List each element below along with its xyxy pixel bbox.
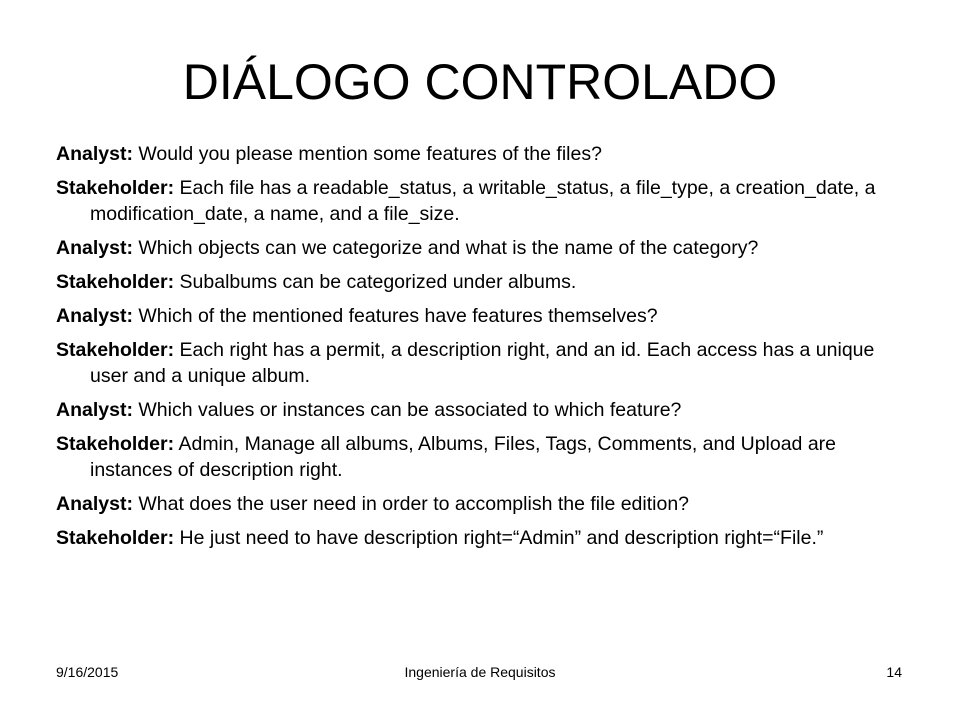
dialogue-list bbox=[56, 141, 916, 559]
dialogue-turn bbox=[56, 235, 916, 261]
slide-title: DIÁLOGO CONTROLADO bbox=[182, 54, 778, 110]
speaker-label: Analyst: bbox=[56, 305, 133, 327]
utterance-text: Which objects can we categorize and what is the name of the category? bbox=[132, 237, 759, 259]
footer-title: Ingeniería de Requisitos bbox=[404, 664, 556, 680]
footer-date: 9/16/2015 bbox=[56, 664, 119, 680]
utterance-text: Would you please mention some features of the files? bbox=[132, 143, 602, 165]
speaker-label: Stakeholder: bbox=[56, 271, 175, 293]
dialogue-turn bbox=[56, 525, 916, 551]
dialogue-turn bbox=[56, 269, 916, 295]
speaker-label: Stakeholder: bbox=[56, 433, 175, 455]
speaker-label: Analyst: bbox=[56, 143, 133, 165]
utterance-text: He just need to have description right=“Admin” and description right=“File.” bbox=[174, 527, 824, 549]
dialogue-turn bbox=[56, 397, 916, 423]
utterance-text: Subalbums can be categorized under albums. bbox=[174, 271, 577, 293]
dialogue-turn bbox=[56, 431, 916, 483]
speaker-label: Stakeholder: bbox=[56, 339, 175, 361]
dialogue-turn bbox=[56, 337, 916, 389]
utterance-text: Which of the mentioned features have features themselves? bbox=[132, 305, 658, 327]
speaker-label: Stakeholder: bbox=[56, 177, 175, 199]
dialogue-turn bbox=[56, 175, 916, 227]
speaker-label: Stakeholder: bbox=[56, 527, 175, 549]
page-number: 14 bbox=[886, 664, 902, 680]
utterance-text: Each file has a readable_status, a writable_status, a file_type, a creation_date, a modification_date, a name, and a file_size. bbox=[90, 177, 876, 225]
utterance-text: What does the user need in order to accomplish the file edition? bbox=[132, 493, 690, 515]
utterance-text: Each right has a permit, a description right, and an id. Each access has a unique user and a unique album. bbox=[90, 339, 875, 387]
dialogue-turn bbox=[56, 141, 916, 167]
speaker-label: Analyst: bbox=[56, 237, 133, 259]
utterance-text: Admin, Manage all albums, Albums, Files, Tags, Comments, and Upload are instances of description right. bbox=[90, 433, 837, 481]
dialogue-turn bbox=[56, 491, 916, 517]
speaker-label: Analyst: bbox=[56, 399, 133, 421]
dialogue-turn bbox=[56, 303, 916, 329]
speaker-label: Analyst: bbox=[56, 493, 133, 515]
utterance-text: Which values or instances can be associated to which feature? bbox=[132, 399, 682, 421]
